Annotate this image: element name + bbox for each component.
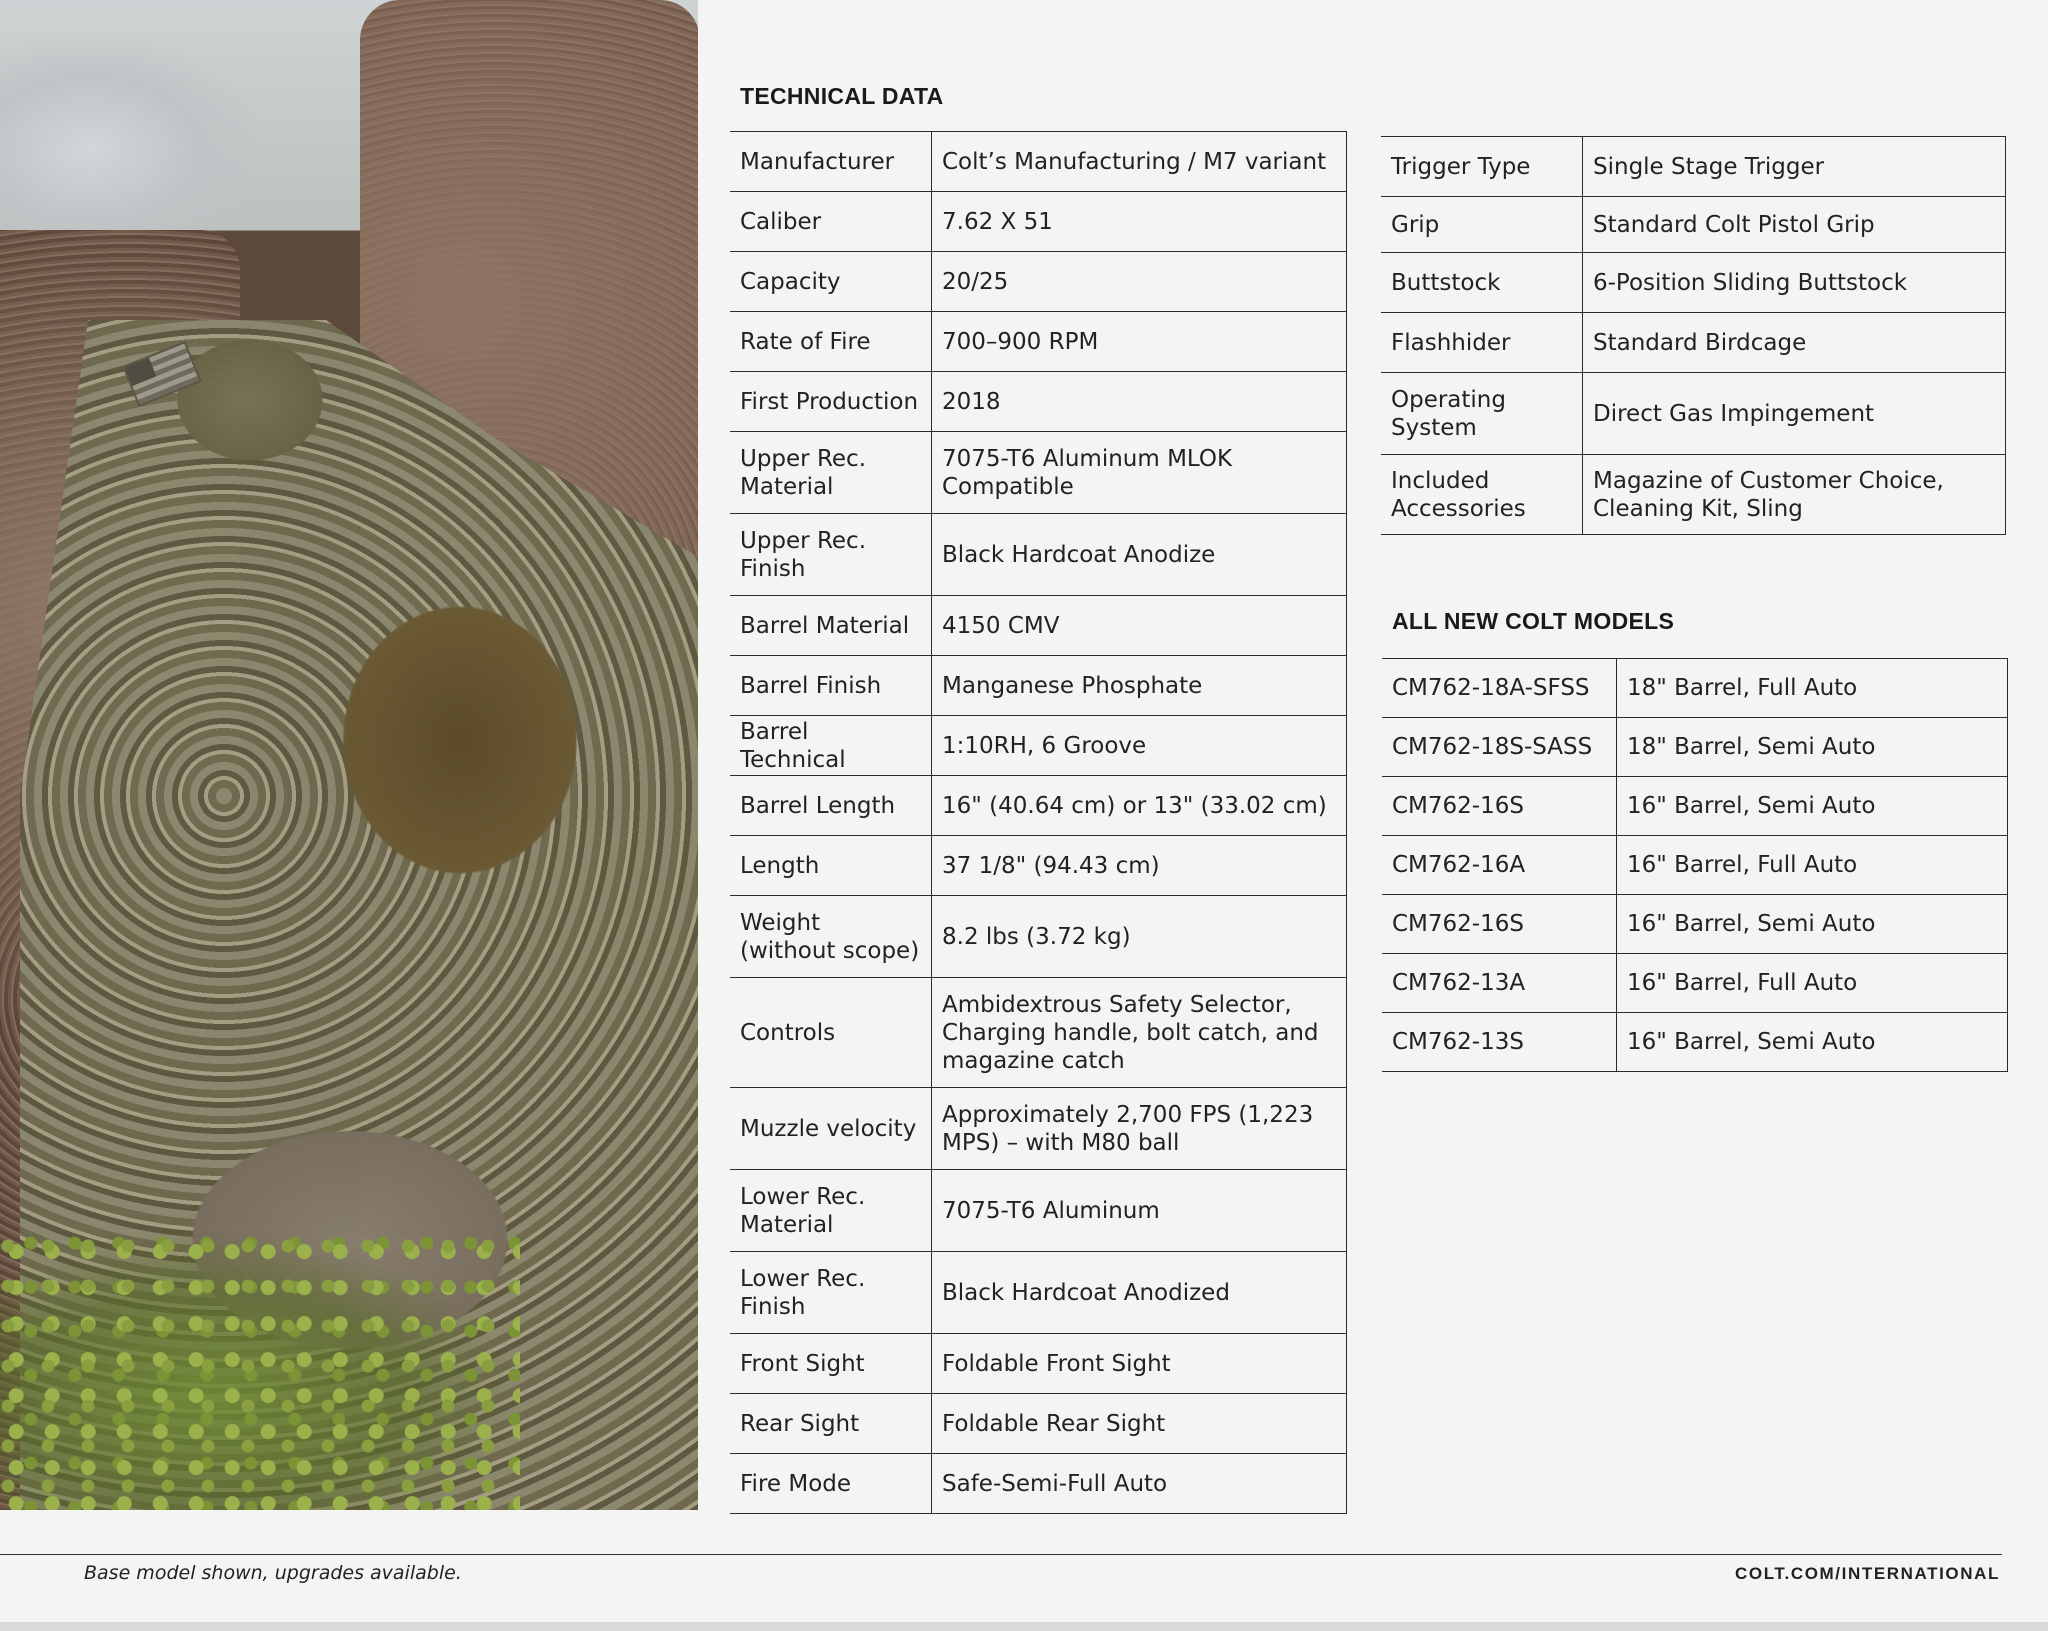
footer-note: Base model shown, upgrades available. [84, 1562, 462, 1584]
spec-label: Front Sight [730, 1334, 932, 1394]
model-description: 16" Barrel, Full Auto [1617, 836, 2008, 895]
models-title: ALL NEW COLT MODELS [1392, 608, 1675, 634]
model-description: 16" Barrel, Semi Auto [1617, 895, 2008, 954]
soldier-photo [0, 0, 698, 1510]
bush [0, 1230, 520, 1510]
model-description: 16" Barrel, Full Auto [1617, 954, 2008, 1013]
table-row [730, 1088, 1347, 1170]
page-edge [0, 1622, 2048, 1631]
spec-value: 7.62 X 51 [932, 192, 1347, 252]
spec-value: 16" (40.64 cm) or 13" (33.02 cm) [932, 776, 1347, 836]
model-code: CM762-13S [1382, 1013, 1617, 1072]
spec-value: Foldable Rear Sight [932, 1394, 1347, 1454]
spec-value: 700–900 RPM [932, 312, 1347, 372]
spec-value: 7075-T6 Aluminum MLOK Compatible [932, 432, 1347, 514]
model-code: CM762-18S-SASS [1382, 718, 1617, 777]
spec-value: 7075-T6 Aluminum [932, 1170, 1347, 1252]
spec-value: 20/25 [932, 252, 1347, 312]
spec-label: Lower Rec. Finish [730, 1252, 932, 1334]
spec-label: Upper Rec. Material [730, 432, 932, 514]
spec-label: Caliber [730, 192, 932, 252]
spec-label: Flashhider [1381, 313, 1583, 373]
technical-data-table [730, 131, 1347, 1514]
table-row [1382, 659, 2008, 718]
model-description: 16" Barrel, Semi Auto [1617, 777, 2008, 836]
table-row [1381, 373, 2006, 455]
spec-label: Included Accessories [1381, 455, 1583, 535]
spec-label: Barrel Material [730, 596, 932, 656]
table-row [730, 432, 1347, 514]
spec-label: Capacity [730, 252, 932, 312]
spec-value: Approximately 2,700 FPS (1,223 MPS) – with M80 ball [932, 1088, 1347, 1170]
table-row [1381, 197, 2006, 253]
spec-label: Barrel Technical [730, 716, 932, 776]
table-row [730, 1394, 1347, 1454]
footer-divider [0, 1554, 2002, 1555]
spec-value: 6-Position Sliding Buttstock [1583, 253, 2006, 313]
table-row [730, 776, 1347, 836]
model-code: CM762-16S [1382, 895, 1617, 954]
spec-value: Standard Colt Pistol Grip [1583, 197, 2006, 253]
model-code: CM762-16A [1382, 836, 1617, 895]
model-description: 18" Barrel, Full Auto [1617, 659, 2008, 718]
table-row [1381, 253, 2006, 313]
additional-specs-table [1381, 136, 2006, 535]
spec-value: 37 1/8" (94.43 cm) [932, 836, 1347, 896]
table-row [1382, 895, 2008, 954]
spec-value: Single Stage Trigger [1583, 137, 2006, 197]
spec-value: 8.2 lbs (3.72 kg) [932, 896, 1347, 978]
spec-value: Black Hardcoat Anodize [932, 514, 1347, 596]
spec-value: Black Hardcoat Anodized [932, 1252, 1347, 1334]
spec-value: Standard Birdcage [1583, 313, 2006, 373]
table-row [1382, 777, 2008, 836]
spec-value: Magazine of Customer Choice, Cleaning Kit, Sling [1583, 455, 2006, 535]
table-row [730, 312, 1347, 372]
table-row [730, 514, 1347, 596]
spec-value: Safe-Semi-Full Auto [932, 1454, 1347, 1514]
table-row [730, 252, 1347, 312]
spec-label: Rate of Fire [730, 312, 932, 372]
spec-label: Weight (without scope) [730, 896, 932, 978]
spec-value: 2018 [932, 372, 1347, 432]
table-row [1382, 954, 2008, 1013]
table-row [730, 896, 1347, 978]
spec-label: Trigger Type [1381, 137, 1583, 197]
table-row [730, 1334, 1347, 1394]
table-row [730, 192, 1347, 252]
table-row [730, 1454, 1347, 1514]
spec-label: Controls [730, 978, 932, 1088]
spec-label: Upper Rec. Finish [730, 514, 932, 596]
footer-url[interactable]: COLT.COM/INTERNATIONAL [1735, 1564, 2000, 1583]
spec-label: Muzzle velocity [730, 1088, 932, 1170]
table-row [1381, 137, 2006, 197]
table-row [730, 978, 1347, 1088]
spec-label: First Production [730, 372, 932, 432]
model-description: 18" Barrel, Semi Auto [1617, 718, 2008, 777]
table-row [730, 716, 1347, 776]
model-code: CM762-18A-SFSS [1382, 659, 1617, 718]
spec-value: Foldable Front Sight [932, 1334, 1347, 1394]
table-row [730, 372, 1347, 432]
model-description: 16" Barrel, Semi Auto [1617, 1013, 2008, 1072]
table-row [730, 656, 1347, 716]
spec-value: Ambidextrous Safety Selector, Charging handle, bolt catch, and magazine catch [932, 978, 1347, 1088]
table-row [1381, 313, 2006, 373]
table-row [1382, 836, 2008, 895]
models-table [1382, 658, 2008, 1072]
table-row [1382, 1013, 2008, 1072]
spec-label: Manufacturer [730, 132, 932, 192]
model-code: CM762-13A [1382, 954, 1617, 1013]
spec-label: Barrel Finish [730, 656, 932, 716]
table-row [730, 836, 1347, 896]
table-row [730, 1252, 1347, 1334]
technical-data-title: TECHNICAL DATA [740, 83, 944, 109]
spec-value: Manganese Phosphate [932, 656, 1347, 716]
spec-label: Operating System [1381, 373, 1583, 455]
table-row [730, 1170, 1347, 1252]
spec-label: Buttstock [1381, 253, 1583, 313]
spec-value: Direct Gas Impingement [1583, 373, 2006, 455]
spec-value: Colt’s Manufacturing / M7 variant [932, 132, 1347, 192]
spec-value: 1:10RH, 6 Groove [932, 716, 1347, 776]
table-row [1382, 718, 2008, 777]
spec-value: 4150 CMV [932, 596, 1347, 656]
spec-label: Lower Rec. Material [730, 1170, 932, 1252]
table-row [1381, 455, 2006, 535]
spec-label: Length [730, 836, 932, 896]
table-row [730, 132, 1347, 192]
spec-label: Rear Sight [730, 1394, 932, 1454]
spec-label: Fire Mode [730, 1454, 932, 1514]
spec-label: Grip [1381, 197, 1583, 253]
model-code: CM762-16S [1382, 777, 1617, 836]
table-row [730, 596, 1347, 656]
spec-label: Barrel Length [730, 776, 932, 836]
